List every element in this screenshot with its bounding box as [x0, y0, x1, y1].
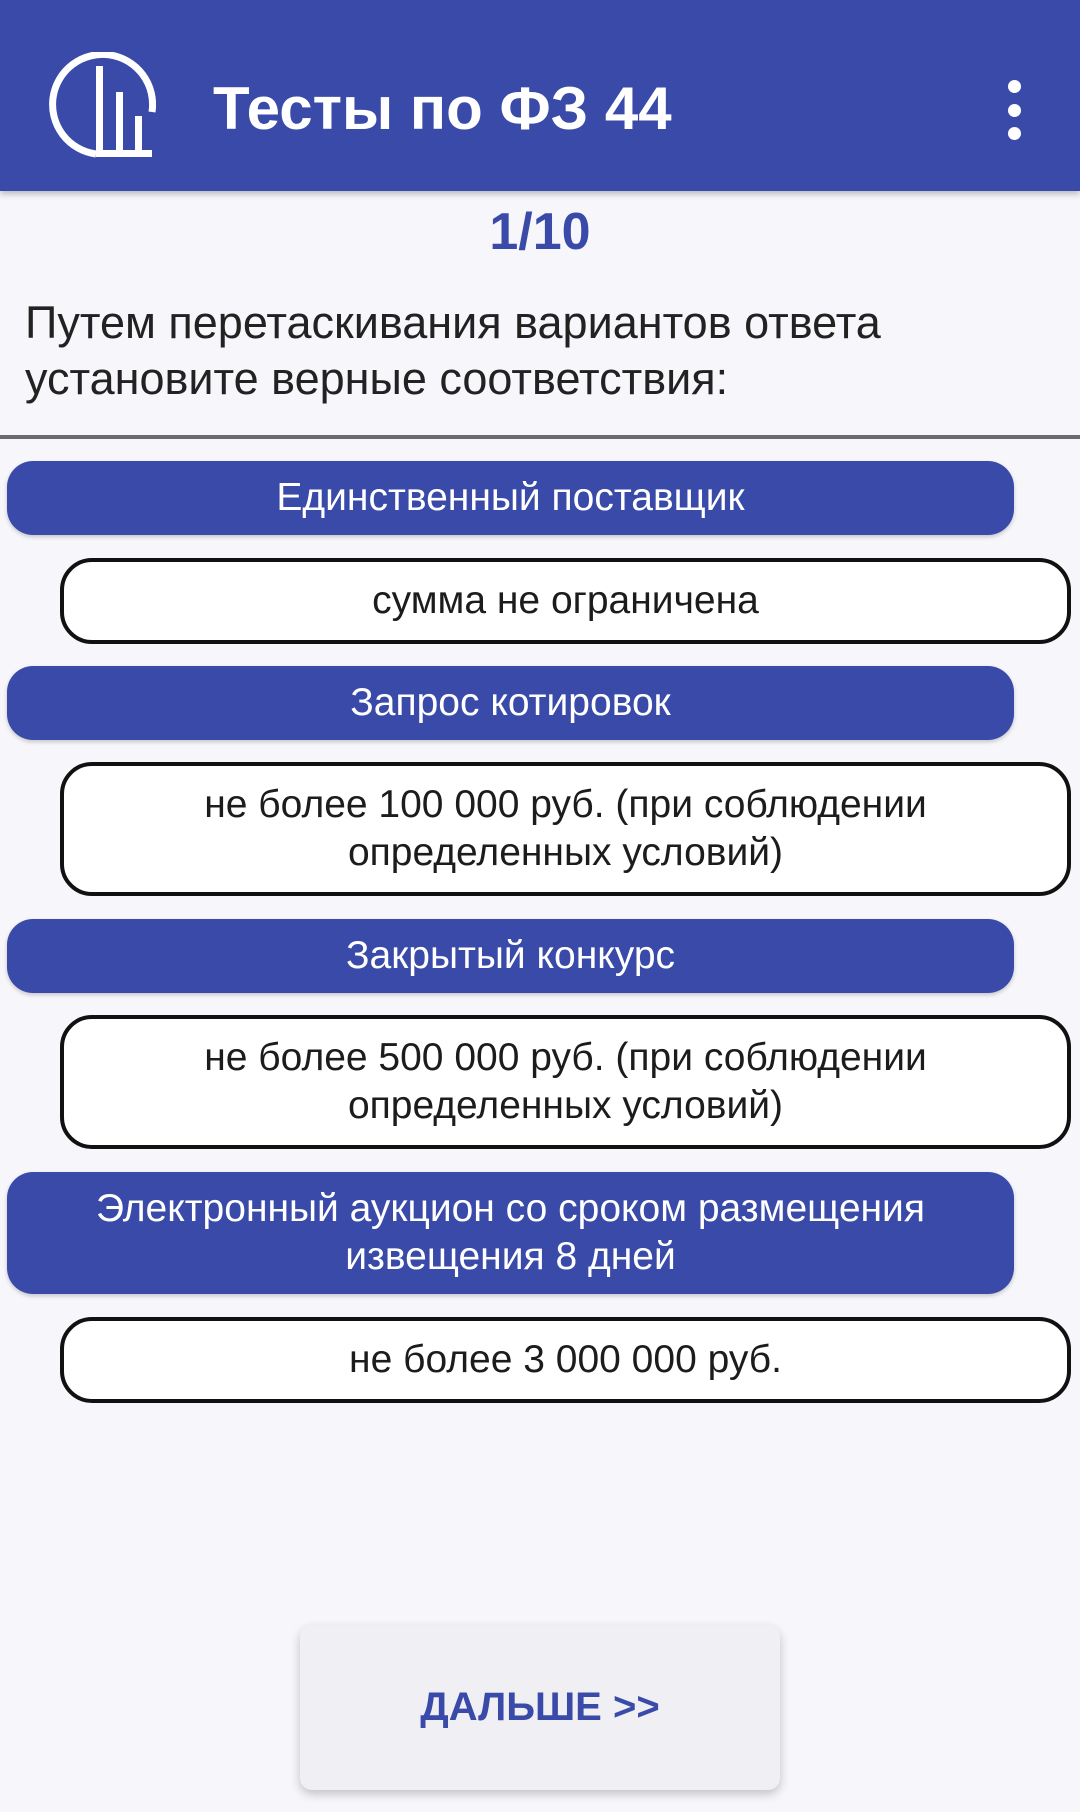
- answer-option[interactable]: не более 500 000 руб. (при соблюдении определенных условий): [60, 1015, 1071, 1149]
- more-vert-icon[interactable]: [994, 80, 1034, 140]
- next-button[interactable]: ДАЛЬШЕ >>: [300, 1625, 780, 1790]
- category-quotation-request: Запрос котировок: [7, 666, 1014, 740]
- answer-option[interactable]: не более 3 000 000 руб.: [60, 1317, 1071, 1403]
- question-counter: 1/10: [489, 203, 591, 261]
- question-text: Путем перетаскивания вариантов ответа установите верные соответствия:: [25, 297, 881, 404]
- app-title: Тесты по ФЗ 44: [213, 75, 672, 142]
- menu-dot: [1008, 104, 1021, 117]
- menu-dot: [1008, 80, 1021, 93]
- category-closed-tender: Закрытый конкурс: [7, 919, 1014, 993]
- divider: [0, 435, 1080, 439]
- category-sole-supplier: Единственный поставщик: [7, 461, 1014, 535]
- menu-dot: [1008, 127, 1021, 140]
- answer-option[interactable]: не более 100 000 руб. (при соблюдении определенных условий): [60, 762, 1071, 896]
- answer-option[interactable]: сумма не ограничена: [60, 558, 1071, 644]
- app-bar: [0, 0, 1080, 191]
- building-logo-icon: [44, 52, 156, 160]
- category-electronic-auction: Электронный аукцион со сроком размещения извещения 8 дней: [7, 1172, 1014, 1294]
